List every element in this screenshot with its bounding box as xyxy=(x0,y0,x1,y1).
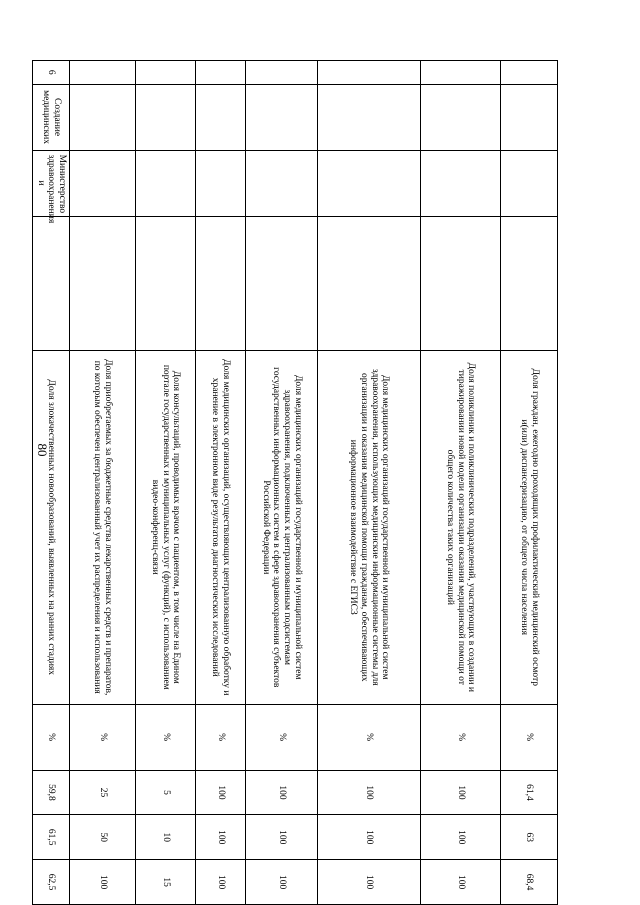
blank-cell xyxy=(33,216,70,350)
table-row xyxy=(70,61,136,905)
project-cell xyxy=(70,84,136,150)
unit-cell: % xyxy=(501,704,558,770)
responsible-cell xyxy=(318,150,421,216)
value-cell-1: 25 xyxy=(70,770,136,815)
blank-cell xyxy=(501,216,558,350)
unit-cell: % xyxy=(70,704,136,770)
value-cell-2: 63 xyxy=(501,815,558,860)
value-cell-3: 100 xyxy=(421,860,501,905)
value-cell-2: 50 xyxy=(70,815,136,860)
row-number-cell: 6 xyxy=(33,61,70,85)
value-cell-3: 100 xyxy=(70,860,136,905)
value-cell-2: 61,5 xyxy=(33,815,70,860)
indicator-cell: Доля граждан, ежегодно проходящих профилактический медицинский осмотр и(или) диспансеризацию, от общего числа населения xyxy=(501,350,558,704)
value-cell-2: 100 xyxy=(246,815,318,860)
responsible-cell: Министерство здравоохранения и xyxy=(33,150,70,216)
project-cell xyxy=(136,84,196,150)
value-cell-3: 100 xyxy=(246,860,318,905)
unit-cell: % xyxy=(136,704,196,770)
row-number-cell xyxy=(318,61,421,85)
row-number-cell xyxy=(136,61,196,85)
value-cell-3: 100 xyxy=(196,860,246,905)
indicators-table xyxy=(32,60,558,905)
row-number-cell xyxy=(501,61,558,85)
indicator-cell: Доля приобретаемых за бюджетные средства лекарственных средств и препаратов, по которым обеспечен централизованный учет их распределения и использования xyxy=(70,350,136,704)
page-number: 80 xyxy=(35,443,50,457)
value-cell-1: 100 xyxy=(196,770,246,815)
table-row xyxy=(33,61,70,905)
responsible-cell xyxy=(196,150,246,216)
table-row xyxy=(196,61,246,905)
value-cell-3: 100 xyxy=(318,860,421,905)
unit-cell: % xyxy=(421,704,501,770)
value-cell-1: 100 xyxy=(246,770,318,815)
value-cell-1: 61,4 xyxy=(501,770,558,815)
blank-cell xyxy=(318,216,421,350)
blank-cell xyxy=(421,216,501,350)
row-number-cell xyxy=(70,61,136,85)
blank-cell xyxy=(196,216,246,350)
unit-cell: % xyxy=(246,704,318,770)
table-row xyxy=(501,61,558,905)
blank-cell xyxy=(136,216,196,350)
project-cell xyxy=(421,84,501,150)
value-cell-2: 10 xyxy=(136,815,196,860)
value-cell-1: 100 xyxy=(318,770,421,815)
responsible-cell xyxy=(246,150,318,216)
responsible-cell xyxy=(70,150,136,216)
project-cell xyxy=(318,84,421,150)
unit-cell: % xyxy=(196,704,246,770)
table-row xyxy=(421,61,501,905)
indicator-cell: Доля поликлиник и поликлинических подразделений, участвующих в создании и тиражировании новой модели организации оказания медицинской помощи от общего количества таких организаций xyxy=(421,350,501,704)
indicator-cell: Доля злокачественных новообразований, выявленных на ранних стадиях xyxy=(33,350,70,704)
blank-cell xyxy=(246,216,318,350)
indicator-cell: Доля медицинских организаций государственной и муниципальной систем здравоохранения, подключенных к централизованным подсистемам государственных информационных систем в сфере здравоохранения субъектов Российской Федерации xyxy=(246,350,318,704)
value-cell-3: 62,5 xyxy=(33,860,70,905)
value-cell-1: 59,8 xyxy=(33,770,70,815)
table-row xyxy=(136,61,196,905)
value-cell-2: 100 xyxy=(196,815,246,860)
responsible-cell xyxy=(421,150,501,216)
responsible-cell xyxy=(501,150,558,216)
indicator-cell: Доля медицинских организаций, осуществляющих централизованную обработку и хранение в электронном виде результатов диагностических исследований xyxy=(196,350,246,704)
value-cell-3: 15 xyxy=(136,860,196,905)
indicator-cell: Доля консультаций, проводимых врачом с пациентом, в том числе на Едином портале государственных и муниципальных услуг (функций), с использованием видео-конференц-связи xyxy=(136,350,196,704)
row-number-cell xyxy=(196,61,246,85)
table-row xyxy=(318,61,421,905)
project-cell: Создание медицинских xyxy=(33,84,70,150)
unit-cell: % xyxy=(33,704,70,770)
table-row xyxy=(246,61,318,905)
indicator-cell: Доля медицинских организаций государственной и муниципальной систем здравоохранения, использующих медицинские информационные системы для организации и оказания медицинской помощи гражданам, обеспечивающих информационное взаимодействие с ЕГИСЗ xyxy=(318,350,421,704)
blank-cell xyxy=(70,216,136,350)
row-number-cell xyxy=(421,61,501,85)
value-cell-1: 5 xyxy=(136,770,196,815)
project-cell xyxy=(196,84,246,150)
value-cell-1: 100 xyxy=(421,770,501,815)
row-number-cell xyxy=(246,61,318,85)
project-cell xyxy=(501,84,558,150)
responsible-cell xyxy=(136,150,196,216)
project-cell xyxy=(246,84,318,150)
unit-cell: % xyxy=(318,704,421,770)
value-cell-2: 100 xyxy=(318,815,421,860)
value-cell-2: 100 xyxy=(421,815,501,860)
value-cell-3: 68,4 xyxy=(501,860,558,905)
